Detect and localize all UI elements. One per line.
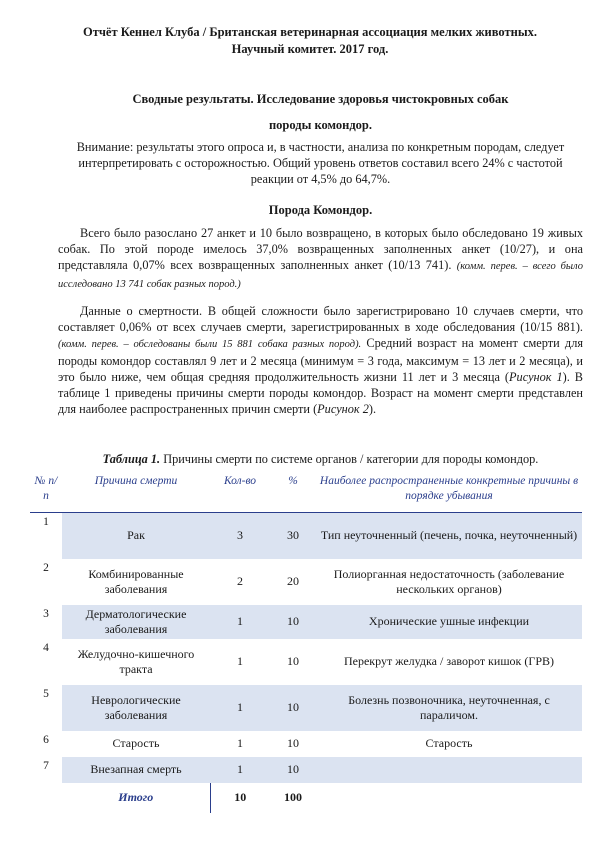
warning-paragraph: Внимание: результаты этого опроса и, в частности, анализа по конкретным породам, следует интерпретировать с осторожностью. Общий уровень ответов составил всего 24% с частотой реакции от 4,5% до 64,7%. bbox=[76, 140, 565, 186]
col-header-specific: Наиболее распространенные конкретные причины в порядке убывания bbox=[316, 472, 582, 513]
col-header-cause: Причина смерти bbox=[62, 472, 210, 513]
row-pct: 10 bbox=[270, 685, 316, 731]
row-cause: Дерматологические заболевания bbox=[62, 605, 210, 639]
translator-note-1: (комм. перев. – всего было исследовано 13 741 собак разных пород.) bbox=[58, 261, 583, 290]
total-label: Итого bbox=[62, 783, 210, 813]
row-cause: Рак bbox=[62, 513, 210, 559]
table-row bbox=[30, 513, 582, 559]
total-spacer bbox=[30, 783, 62, 813]
row-number: 4 bbox=[43, 641, 49, 654]
figure-1-ref[interactable]: Рисунок 1 bbox=[509, 370, 563, 384]
section-title-2 bbox=[58, 117, 583, 134]
summary-text: Всего было разослано 27 анкет и 10 было возвращено, в которых было обследовано 19 живых собак. По этой породе имелось 37,0% возвращенных заполненных анкет (10/27), и она представляла 0,07% всех возвращенных заполненных анкет (10/13 741). bbox=[58, 226, 583, 272]
total-count: 10 bbox=[210, 783, 270, 813]
row-count: 1 bbox=[210, 685, 270, 731]
total-specific-empty bbox=[316, 783, 582, 813]
row-count: 1 bbox=[237, 736, 243, 750]
row-count: 2 bbox=[237, 574, 243, 588]
row-number: 7 bbox=[30, 757, 62, 783]
row-count: 1 bbox=[210, 605, 270, 639]
table-row bbox=[30, 559, 582, 605]
table-caption-label: Таблица 1. bbox=[102, 452, 161, 466]
summary-paragraph bbox=[58, 225, 583, 293]
table-row bbox=[30, 731, 582, 757]
table-caption-text: Причины смерти по системе органов / категории для породы комондор. bbox=[163, 452, 539, 466]
row-cause: Неврологические заболевания bbox=[62, 685, 210, 731]
row-count: 3 bbox=[210, 513, 270, 559]
row-pct: 10 bbox=[287, 654, 299, 668]
row-cause: Внезапная смерть bbox=[62, 757, 210, 783]
row-number: 3 bbox=[30, 605, 62, 639]
row-number: 1 bbox=[30, 513, 62, 559]
row-count: 1 bbox=[237, 654, 243, 668]
mortality-text-b: Средний возраст на момент смерти для породы комондор составлял 9 лет и 2 месяца (минимум = 3 года, максимум = 13 лет и 2 месяца), и это было ниже, чем общая средняя продолжительность жизни 11 лет и 3 месяца ( bbox=[58, 336, 583, 384]
total-pct: 100 bbox=[270, 783, 316, 813]
causes-of-death-table bbox=[30, 472, 582, 813]
row-specific: Хронические ушные инфекции bbox=[316, 605, 582, 639]
row-cause: Комбинированные заболевания bbox=[88, 566, 184, 596]
row-number: 5 bbox=[30, 685, 62, 731]
report-header-line-2: Научный комитет. 2017 год. bbox=[231, 42, 389, 56]
row-cause: Старость bbox=[112, 736, 160, 750]
table-header-row bbox=[30, 472, 582, 513]
col-header-count: Кол-во bbox=[210, 472, 270, 513]
row-number: 2 bbox=[43, 561, 49, 574]
row-cause: Желудочно-кишечного тракта bbox=[77, 646, 195, 676]
table-total-row bbox=[30, 783, 582, 813]
translator-note-2: (комм. перев. – обследованы были 15 881 собака разных пород). bbox=[58, 339, 362, 350]
report-header bbox=[40, 24, 580, 58]
mortality-paragraph bbox=[58, 303, 583, 417]
row-pct: 10 bbox=[270, 757, 316, 783]
table-row bbox=[30, 757, 582, 783]
row-specific: Перекрут желудка / заворот кишок (ГРВ) bbox=[343, 654, 554, 668]
table-row bbox=[30, 685, 582, 731]
mortality-text-a: Данные о смертности. В общей сложности было зарегистрировано 10 случаев смерти, что составляет 0,06% от всех случаев смерти, зарегистрированных в ходе обследования (10/15 881). bbox=[58, 304, 583, 334]
row-pct: 10 bbox=[270, 605, 316, 639]
col-header-pct: % bbox=[270, 472, 316, 513]
section-title-line-2: породы комондор. bbox=[268, 118, 372, 132]
row-pct: 20 bbox=[287, 574, 299, 588]
mortality-text-c: ). В таблице 1 приведены причины смерти породы комондор. Возраст на момент смерти представлен для наиболее распространенных причин смерти ( bbox=[58, 370, 583, 416]
section-title-line-1: Сводные результаты. Исследование здоровья чистокровных собак bbox=[132, 92, 509, 106]
mortality-text-d: ). bbox=[368, 402, 377, 416]
table-row bbox=[30, 639, 582, 685]
row-pct: 30 bbox=[270, 513, 316, 559]
table-row bbox=[30, 605, 582, 639]
row-pct: 10 bbox=[287, 736, 299, 750]
report-header-line-1: Отчёт Кеннел Клуба / Британская ветеринарная ассоциация мелких животных. bbox=[83, 25, 537, 39]
figure-2-ref[interactable]: Рисунок 2 bbox=[317, 402, 369, 416]
breed-title: Порода Комондор. bbox=[268, 203, 373, 217]
row-count: 1 bbox=[210, 757, 270, 783]
row-number: 6 bbox=[43, 733, 49, 746]
section-title bbox=[58, 91, 583, 108]
row-specific bbox=[316, 757, 582, 783]
row-specific: Болезнь позвоночника, неуточненная, с параличом. bbox=[316, 685, 582, 731]
table-caption bbox=[58, 452, 583, 467]
row-specific: Тип неуточненный (печень, почка, неуточненный) bbox=[316, 513, 582, 559]
col-header-num: № п/п bbox=[30, 472, 62, 513]
row-specific: Полиорганная недостаточность (заболевание нескольких органов) bbox=[333, 566, 565, 596]
row-specific: Старость bbox=[425, 736, 473, 750]
